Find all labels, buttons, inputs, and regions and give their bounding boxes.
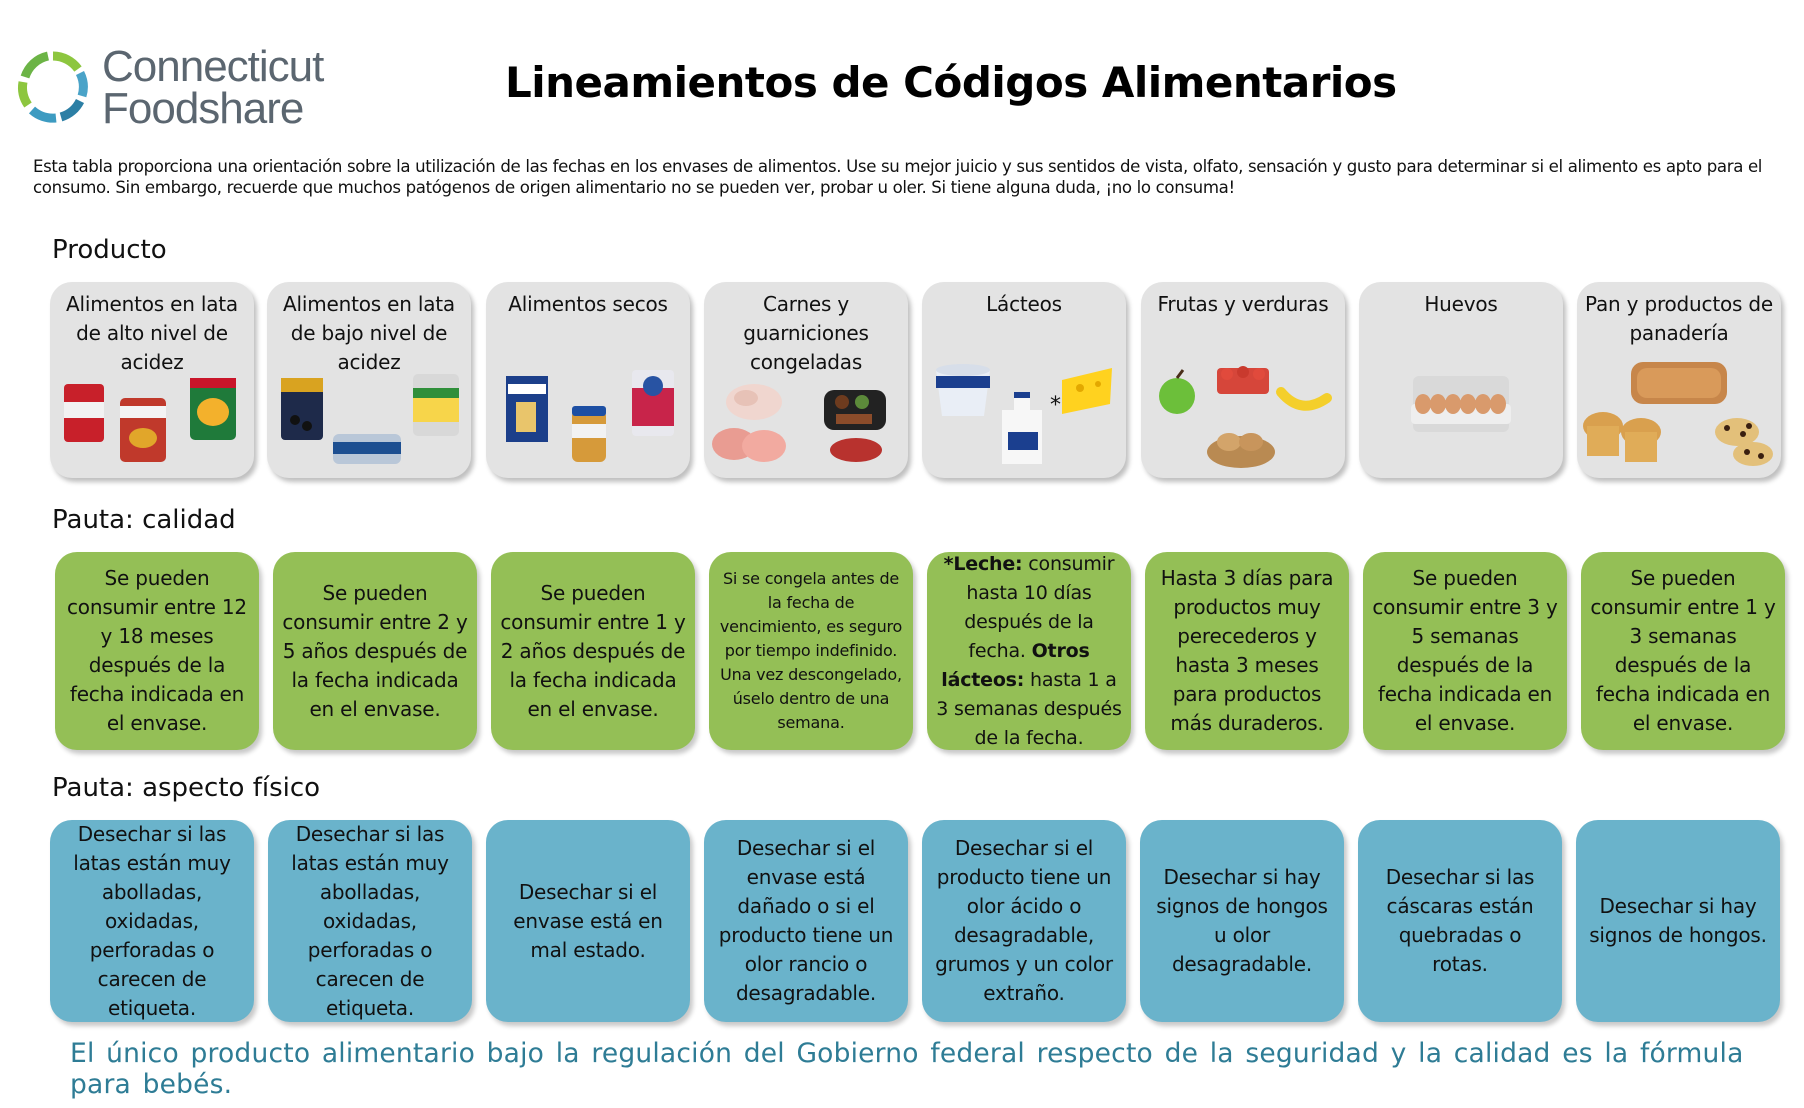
product-label: Pan y productos de panadería (1585, 292, 1773, 345)
physical-card: Desechar si las cáscaras están quebradas o rotas. (1358, 820, 1562, 1022)
quality-card: Se pueden consumir entre 1 y 2 años después de la fecha indicada en el envase. (491, 552, 695, 750)
product-card-high-acid-canned (50, 282, 254, 478)
physical-card: Desechar si las latas están muy abolladas, oxidadas, perforadas o carecen de etiqueta. (268, 820, 472, 1022)
physical-card: Desechar si el producto tiene un olor ácido o desagradable, grumos y un color extraño. (922, 820, 1126, 1022)
section-label-product: Producto (52, 235, 167, 265)
product-card-frozen-meat (704, 282, 908, 478)
quality-milk-label: *Leche: (943, 552, 1023, 575)
quality-row (50, 552, 1780, 752)
product-label: Alimentos en lata de bajo nivel de acidez (283, 292, 455, 374)
canned-goods-icon (50, 362, 254, 472)
product-label: Carnes y guarniciones congeladas (743, 292, 869, 374)
section-label-physical: Pauta: aspecto físico (52, 773, 321, 803)
product-label: Alimentos secos (508, 292, 668, 316)
product-label: Lácteos (986, 292, 1062, 316)
eggs-icon (1359, 362, 1563, 472)
canned-beans-icon (267, 362, 471, 472)
connecticut-foodshare-logo (16, 42, 356, 133)
quality-card: Hasta 3 días para productos muy perecederos y hasta 3 meses para productos más duraderos. (1145, 552, 1349, 750)
logo-ring-icon (16, 50, 90, 124)
page-title: Lineamientos de Códigos Alimentarios (505, 58, 1397, 107)
footer-note: El único producto alimentario bajo la regulación del Gobierno federal respecto de la seguridad y la calidad es la fórmula para bebés. (70, 1038, 1744, 1100)
product-card-bakery (1577, 282, 1781, 478)
physical-card: Desechar si el envase está en mal estado. (486, 820, 690, 1022)
frozen-meat-icon (704, 362, 908, 472)
product-label: Alimentos en lata de alto nivel de acidez (66, 292, 238, 374)
quality-milk-text: consumir hasta 10 días después de la fecha. (964, 552, 1115, 662)
quality-card: Se pueden consumir entre 12 y 18 meses después de la fecha indicada en el envase. (55, 552, 259, 750)
product-card-eggs (1359, 282, 1563, 478)
quality-card: Se pueden consumir entre 2 y 5 años después de la fecha indicada en el envase. (273, 552, 477, 750)
logo-line-1: Connecticut (102, 42, 324, 91)
quality-card: Si se congela antes de la fecha de vencimiento, es seguro por tiempo indefinido. Una vez descongelado, úselo dentro de una semana. (709, 552, 913, 750)
physical-card: Desechar si hay signos de hongos. (1576, 820, 1780, 1022)
dairy-asterisk: * (1050, 393, 1061, 418)
product-label: Frutas y verduras (1157, 292, 1329, 316)
product-card-dry-goods (486, 282, 690, 478)
product-card-produce (1141, 282, 1345, 478)
logo-line-2: Foodshare (102, 84, 304, 133)
physical-row (50, 820, 1780, 1020)
dairy-icon (922, 362, 1126, 472)
physical-card: Desechar si hay signos de hongos u olor desagradable. (1140, 820, 1344, 1022)
intro-paragraph: Esta tabla proporciona una orientación sobre la utilización de las fechas en los envases de alimentos. Use su mejor juicio y sus sentidos de vista, olfato, sensación y gusto para determinar si el alimento es apto para el consumo. Sin embargo, recuerde que muchos patógenos de origen alimentario no se pueden ver, probar u oler. Si tiene alguna duda, ¡no lo consuma! (33, 157, 1763, 197)
quality-card: Se pueden consumir entre 1 y 3 semanas después de la fecha indicada en el envase. (1581, 552, 1785, 750)
physical-card: Desechar si las latas están muy abolladas, oxidadas, perforadas o carecen de etiqueta. (50, 820, 254, 1022)
produce-icon (1141, 362, 1345, 472)
quality-card: Se pueden consumir entre 3 y 5 semanas después de la fecha indicada en el envase. (1363, 552, 1567, 750)
quality-other-dairy-text: hasta 1 a 3 semanas después de la fecha. (936, 668, 1122, 749)
quality-card-dairy (927, 552, 1131, 750)
product-card-dairy (922, 282, 1126, 478)
product-label: Huevos (1424, 292, 1498, 316)
physical-card: Desechar si el envase está dañado o si el producto tiene un olor rancio o desagradable. (704, 820, 908, 1022)
bakery-icon (1577, 362, 1781, 472)
quality-other-dairy-label: Otros lácteos: (941, 639, 1090, 691)
dry-goods-icon (486, 362, 690, 472)
logo-wordmark (102, 42, 324, 133)
product-card-low-acid-canned (267, 282, 471, 478)
section-label-quality: Pauta: calidad (52, 505, 236, 535)
product-row (50, 282, 1780, 482)
